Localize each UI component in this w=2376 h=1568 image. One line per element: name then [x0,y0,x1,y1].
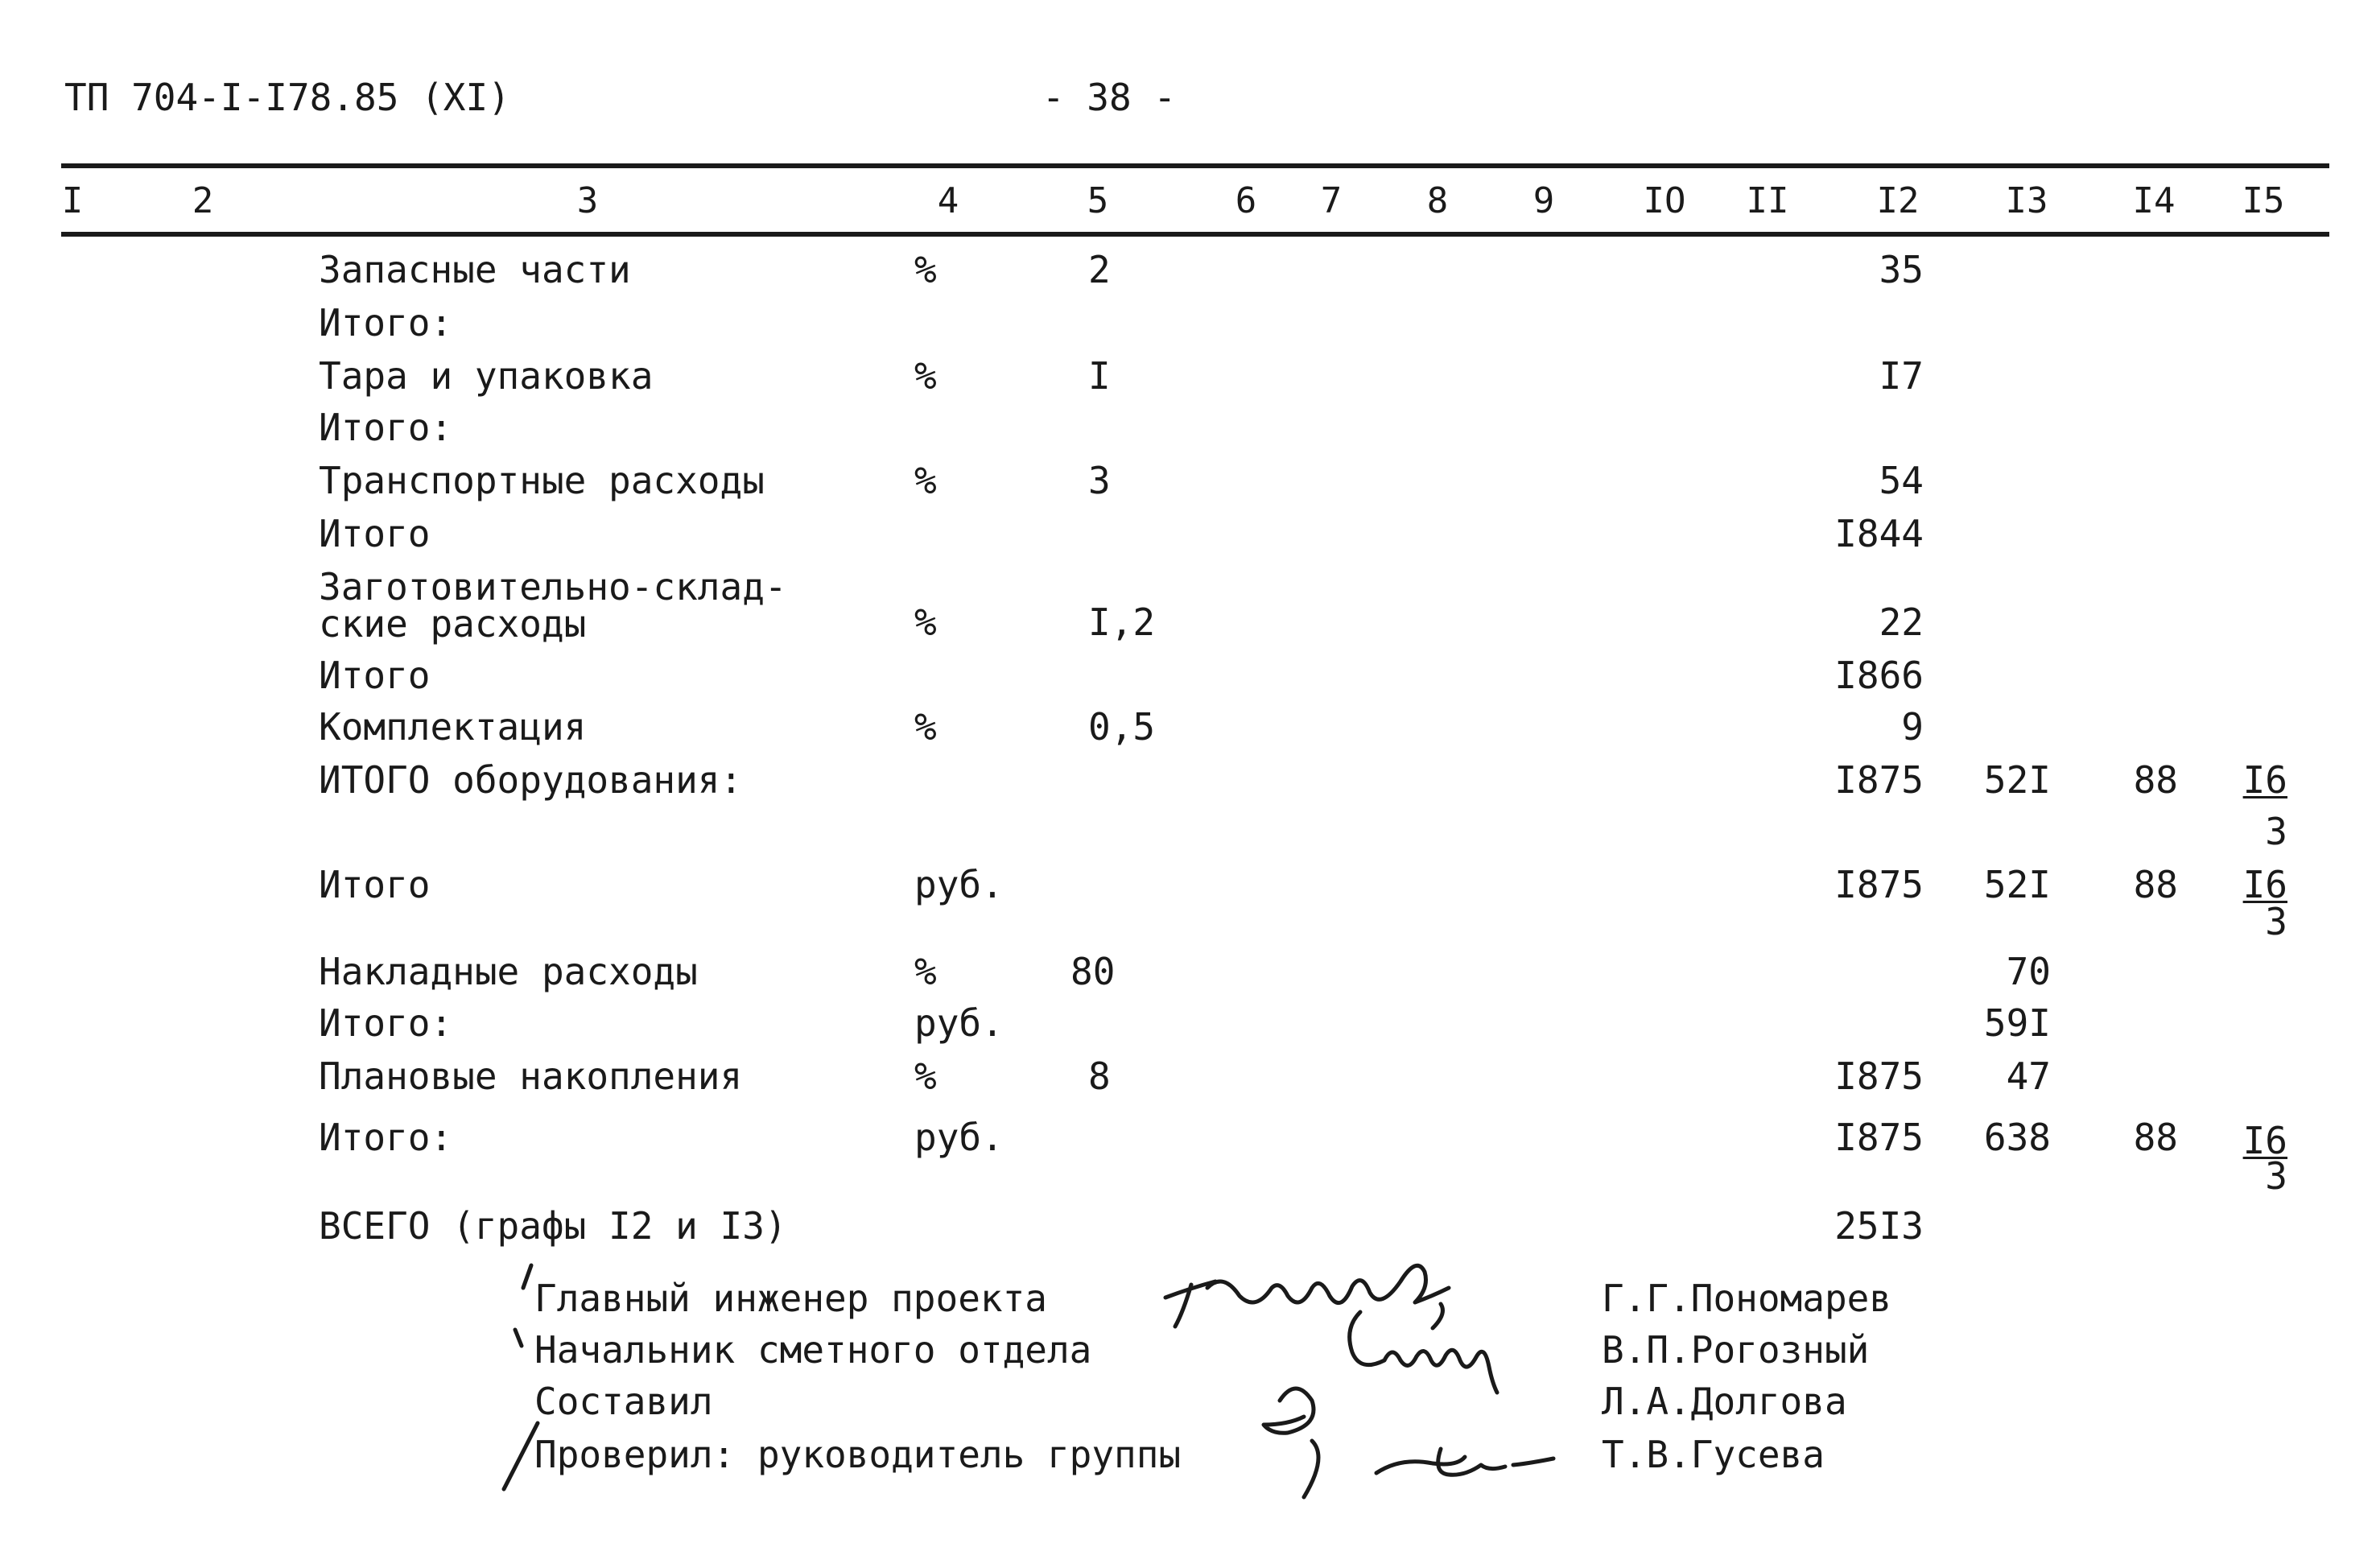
row-label-total: ВСЕГО (графы I2 и I3) [319,1204,787,1248]
column-header-8: 8 [1426,180,1449,221]
signature-person: Т.В.Гусева [1602,1433,1825,1476]
row-col15-denominator: 3 [2265,900,2287,943]
signature-role: Начальник сметного отдела [534,1328,1092,1372]
row-label: Итого: [319,406,453,449]
column-header-11: II [1746,180,1789,221]
signature-person: Л.А.Долгова [1602,1380,1847,1423]
row-label: Тара и упаковка [319,354,654,398]
row-col13: 70 [2006,950,2051,993]
column-header-2: 2 [192,180,214,221]
table-header-rule [61,232,2329,237]
row-label: Итого [319,512,431,555]
row-col12: I875 [1834,1116,1924,1159]
row-unit: руб. [914,1116,1004,1159]
row-col12: I844 [1834,512,1924,555]
column-header-4: 4 [937,180,959,221]
row-col14: 88 [2133,1116,2178,1159]
column-header-7: 7 [1320,180,1343,221]
row-label: Итого: [319,1116,453,1159]
column-header-13: I3 [2005,180,2048,221]
signature-compiler [1256,1368,1352,1505]
column-header-9: 9 [1532,180,1555,221]
row-label: ИТОГО оборудования: [319,758,743,802]
signature-role: Проверил: руководитель группы [534,1433,1182,1476]
row-unit: % [914,1054,937,1098]
signature-person: В.П.Рогозный [1602,1328,1870,1372]
row-unit: % [914,600,937,644]
row-col12: I875 [1834,1054,1924,1098]
row-col12: 9 [1901,705,1924,749]
row-col12: I875 [1834,863,1924,906]
margin-marks [499,1256,547,1497]
row-label: Итого [319,654,431,697]
row-col12: 35 [1879,248,1924,291]
row-label-line2: ские расходы [319,602,587,646]
column-header-14: I4 [2132,180,2176,221]
signature-role: Составил [534,1380,713,1423]
row-col14: 88 [2133,863,2178,906]
row-unit: % [914,354,937,398]
column-header-6: 6 [1235,180,1257,221]
row-rate: I [1088,354,1111,398]
row-col13: 52I [1983,863,2051,906]
row-col12: I875 [1834,758,1924,802]
row-label: Итого [319,863,431,906]
row-col12: I866 [1834,654,1924,697]
row-col15-numerator: I6 [2242,1119,2287,1162]
row-col13: 47 [2006,1054,2051,1098]
signature-role: Главный инженер проекта [534,1277,1047,1320]
row-unit: руб. [914,1001,1004,1045]
row-col12: 22 [1879,600,1924,644]
row-label: Комплектация [319,705,587,749]
row-col15-numerator: I6 [2242,758,2287,802]
column-header-10: IO [1643,180,1686,221]
row-label-line1: Заготовительно-склад- [319,565,787,609]
row-col15-denominator: 3 [2265,1154,2287,1198]
column-header-15: I5 [2242,180,2285,221]
row-unit: руб. [914,863,1004,906]
column-header-5: 5 [1087,180,1109,221]
signature-estimate-head [1336,1296,1513,1401]
row-unit: % [914,248,937,291]
column-header-1: I [61,180,84,221]
row-col15-numerator: I6 [2242,863,2287,906]
row-col12: 25I3 [1834,1204,1924,1248]
signature-checker [1368,1425,1561,1497]
document-code: ТП 704-I-I78.85 (XI) [64,76,510,119]
row-rate: 80 [1070,950,1116,993]
row-label: Транспортные расходы [319,459,765,502]
table-top-rule [61,163,2329,168]
row-rate: 8 [1088,1054,1111,1098]
column-header-12: I2 [1876,180,1920,221]
row-col12: I7 [1879,354,1924,398]
signature-person: Г.Г.Пономарев [1602,1277,1892,1320]
row-col14: 88 [2133,758,2178,802]
row-label: Плановые накопления [319,1054,743,1098]
row-unit: % [914,950,937,993]
row-unit: % [914,705,937,749]
row-label: Накладные расходы [319,950,698,993]
row-label: Итого: [319,301,453,345]
row-rate: I,2 [1088,600,1156,644]
row-label: Итого: [319,1001,453,1045]
row-col15-denominator: 3 [2265,810,2287,853]
row-rate: 2 [1088,248,1111,291]
page-number: - 38 - [1042,76,1177,119]
row-col13: 59I [1983,1001,2051,1045]
row-rate: 0,5 [1088,705,1156,749]
row-col12: 54 [1879,459,1924,502]
row-unit: % [914,459,937,502]
row-label: Запасные части [319,248,631,291]
row-rate: 3 [1088,459,1111,502]
row-col13: 52I [1983,758,2051,802]
row-col13: 638 [1983,1116,2051,1159]
column-header-3: 3 [576,180,599,221]
